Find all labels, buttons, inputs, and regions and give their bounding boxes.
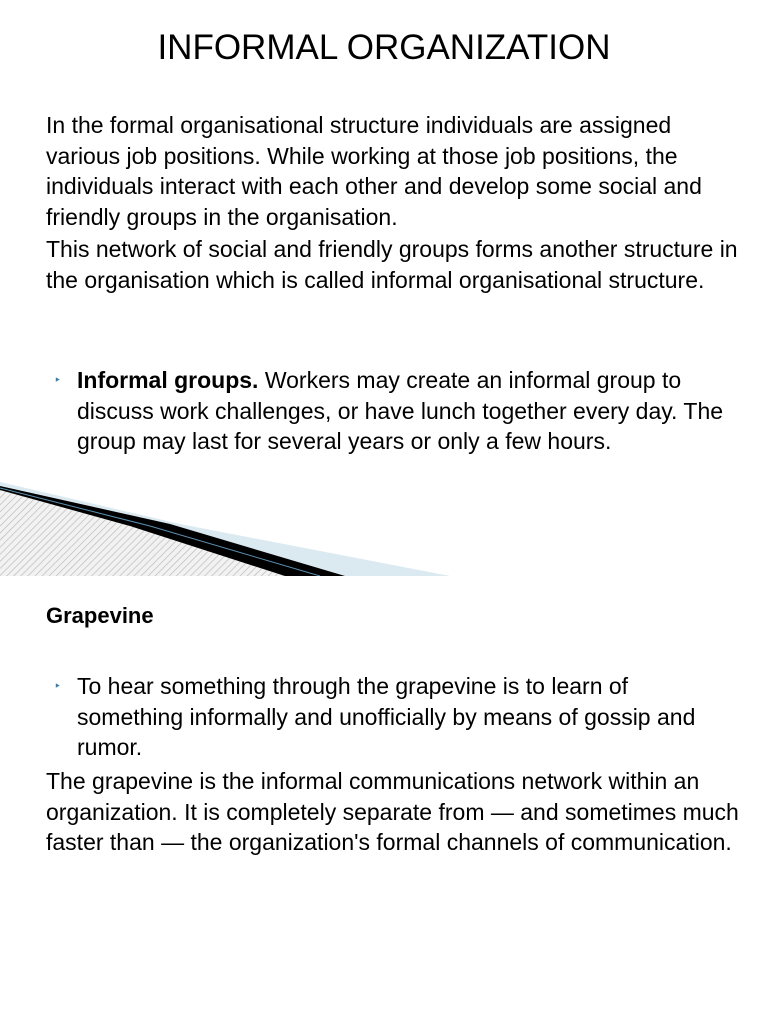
bullet-grapevine xyxy=(54,671,734,763)
decorative-swoosh xyxy=(0,476,768,576)
bullet-text: To hear something through the grapevine is to learn of something informally and unofficially by means of gossip and rumor. xyxy=(77,673,696,760)
paragraph-text: This network of social and friendly groups forms another structure in the organisation which is called informal organisational structure. xyxy=(46,236,738,293)
slide-title: INFORMAL ORGANIZATION xyxy=(157,28,611,67)
network-paragraph xyxy=(46,234,746,295)
bullet-informal-groups xyxy=(54,365,734,457)
triangle-bullet-icon: ‣ xyxy=(54,679,62,693)
bullet-body: Workers may create an informal group to discuss work challenges, or have lunch together every day. The group may last for several years or only a few hours. xyxy=(77,367,724,454)
bullet-bold-lead: Informal groups. xyxy=(77,367,259,393)
grapevine-paragraph xyxy=(46,766,746,858)
triangle-bullet-icon: ‣ xyxy=(54,373,62,387)
paragraph-text: The grapevine is the informal communications network within an organization. It is completely separate from — and sometimes much faster than — the organization's formal channels of communication. xyxy=(46,768,739,855)
grapevine-heading: Grapevine xyxy=(46,603,154,628)
intro-paragraph xyxy=(46,110,746,232)
swoosh-hatch-band xyxy=(0,490,285,576)
bullet-text xyxy=(77,365,734,457)
paragraph-text: In the formal organisational structure individuals are assigned various job positions. While working at those job positions, the individuals interact with each other and develop some social and friendly groups in the organisation. xyxy=(46,112,702,230)
